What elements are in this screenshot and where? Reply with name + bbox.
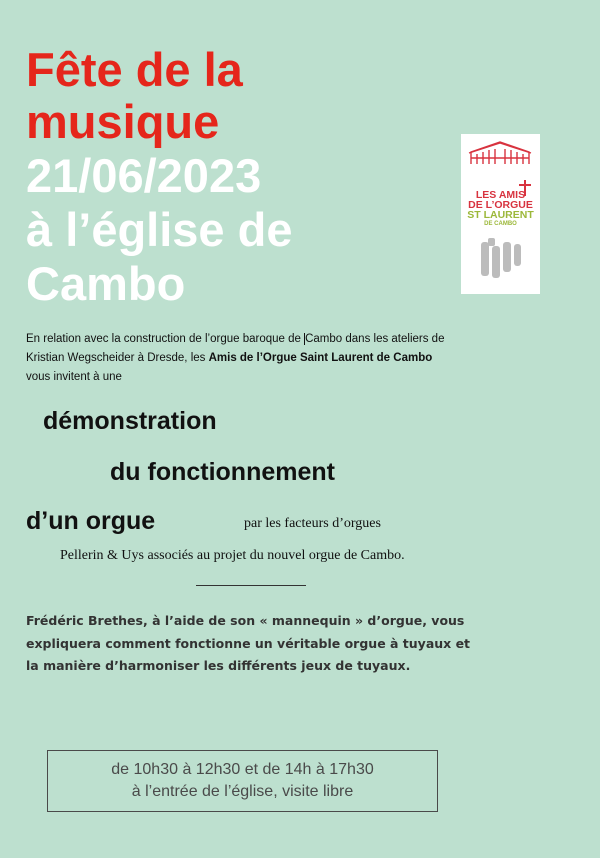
explanation-line-3: la manière d’harmoniser les différents jeux de tuyaux. bbox=[26, 658, 411, 673]
demo-heading-line-3: d’un orgue bbox=[26, 507, 156, 535]
explanation-line-1: Frédéric Brethes, à l’aide de son « mannequin » d’orgue, vous bbox=[26, 613, 465, 628]
section-divider bbox=[196, 585, 306, 586]
facteurs-line-1: par les facteurs d’orgues bbox=[244, 516, 381, 531]
intro-text-3: vous invitent à une bbox=[26, 371, 122, 383]
facteurs-line-2: Pellerin & Uys associés au projet du nouvel orgue de Cambo. bbox=[60, 548, 405, 563]
title-line-1: Fête de la bbox=[26, 43, 243, 96]
opening-hours-box bbox=[47, 750, 438, 812]
explanation-line-2: expliquera comment fonctionne un véritable orgue à tuyaux et bbox=[26, 635, 471, 651]
event-place-line-2: Cambo bbox=[26, 257, 186, 310]
amis-orgue-logo bbox=[461, 134, 540, 294]
intro-paragraph bbox=[26, 330, 446, 387]
intro-text-2: Cambo dans les ateliers de Kristian Wegscheider à Dresde, les bbox=[26, 333, 445, 364]
logo-text-les-amis: LES AMIS bbox=[475, 189, 526, 201]
event-place-line-1: à l’église de bbox=[26, 203, 293, 256]
intro-organisation: Amis de l’Orgue Saint Laurent de Cambo bbox=[208, 352, 433, 364]
event-date: 21/06/2023 bbox=[26, 149, 262, 202]
title-line-2: musique bbox=[26, 95, 220, 148]
explanation-paragraph bbox=[26, 610, 526, 678]
visit-location: à l’entrée de l’église, visite libre bbox=[131, 783, 354, 800]
demo-heading-line-2: du fonctionnement bbox=[110, 458, 335, 486]
demo-heading-line-1: démonstration bbox=[43, 407, 217, 435]
opening-hours: de 10h30 à 12h30 et de 14h à 17h30 bbox=[111, 761, 374, 778]
intro-text-1: En relation avec la construction de l’orgue baroque de bbox=[26, 333, 305, 345]
logo-text-de-lorgue: DE L’ORGUE bbox=[468, 199, 533, 211]
logo-text-de-cambo: DE CAMBO bbox=[484, 221, 517, 227]
logo-text-st-laurent: ST LAURENT bbox=[467, 209, 534, 221]
